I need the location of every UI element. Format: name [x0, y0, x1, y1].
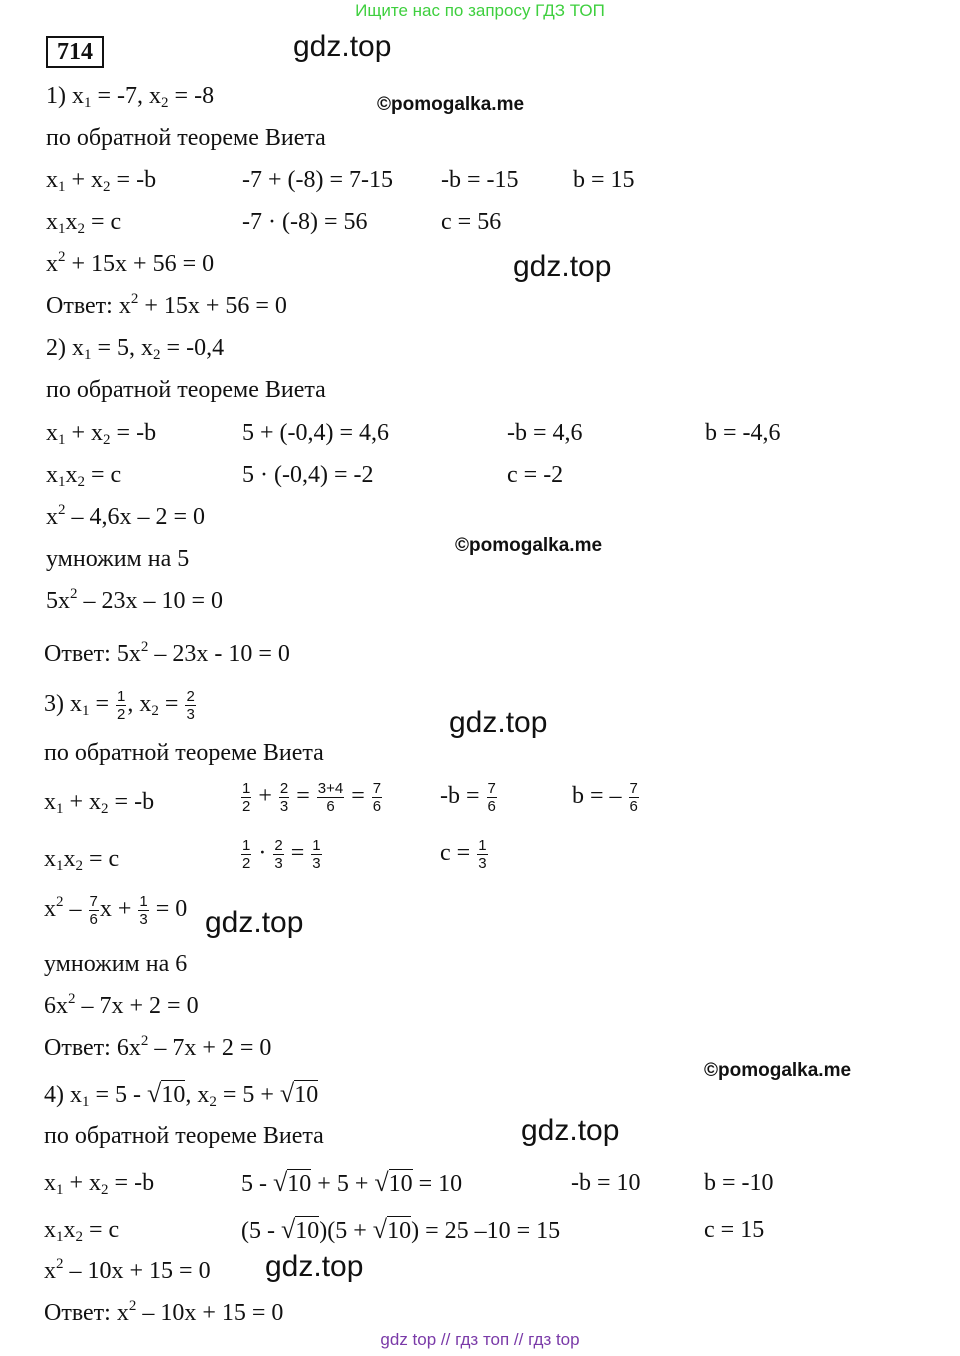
- sqrt: √10: [147, 1079, 186, 1108]
- part1-c: c = 56: [441, 209, 502, 235]
- watermark-gdz: gdz.top: [521, 1114, 620, 1147]
- watermark-pomogalka: ©pomogalka.me: [377, 94, 525, 115]
- part2-answer: Ответ: $5x^2 - 23x - 10 = 0$: [44, 639, 290, 667]
- part3-equation2: $6x^2 - 7x + 2 = 0$: [44, 991, 199, 1019]
- part4-vieta: по обратной теореме Виета: [44, 1123, 324, 1149]
- part3-neg-b: -b = $\frac{7}{6}$: [440, 780, 496, 815]
- part4-c: c = 15: [704, 1217, 765, 1243]
- part3-multiply: умножим на 6: [44, 951, 188, 977]
- part3-roots: 3) $x_1$ = $\frac{1}{2}$ , $x_2$ = $\frac{2}{3}$: [44, 688, 195, 723]
- part1-vieta: по обратной теореме Виета: [46, 125, 326, 151]
- fraction: $\frac{2}{3}$: [186, 688, 195, 723]
- watermark-gdz: gdz.top: [293, 30, 392, 63]
- part1-answer: Ответ: $x^2 + 15x + 56 = 0$: [46, 291, 287, 319]
- top-banner: Ищите нас по запросу ГДЗ ТОП: [355, 1, 605, 20]
- part3-answer: Ответ: $6x^2 - 7x + 2 = 0$: [44, 1033, 272, 1061]
- part2-equation: $x^2 - 4,6x - 2 = 0$: [46, 502, 206, 530]
- part2-prod-calc: 5 · (-0,4) = -2: [242, 462, 374, 488]
- part4-neg-b: -b = 10: [571, 1170, 641, 1196]
- part2-b: b = -4,6: [705, 420, 781, 446]
- part3-b: b = – $\frac{7}{6}$: [572, 780, 638, 815]
- watermark-gdz: gdz.top: [205, 906, 304, 939]
- part4-prod-calc: (5 - √10)(5 + √10) = 25 –10 = 15: [241, 1215, 561, 1244]
- watermark-gdz: gdz.top: [513, 250, 612, 283]
- part4-prod-formula: $x_1x_2 = c$: [44, 1217, 120, 1245]
- watermark-gdz: gdz.top: [265, 1250, 364, 1283]
- part2-prod-formula: $x_1x_2 = c$: [46, 462, 122, 490]
- part1-prod-calc: -7 · (-8) = 56: [242, 209, 368, 235]
- part3-c: c = $\frac{1}{3}$: [440, 837, 487, 872]
- part1-sum-calc: -7 + (-8) = 7-15: [242, 167, 394, 193]
- part2-sum-calc: 5 + (-0,4) = 4,6: [242, 420, 390, 446]
- part1-equation: $x^2 + 15x + 56 = 0$: [46, 249, 215, 277]
- part4-sum-formula: $x_1 + x_2 = -b$: [44, 1170, 155, 1198]
- sqrt: √10: [279, 1079, 319, 1108]
- part2-multiply: умножим на 5: [46, 546, 190, 572]
- part4-answer: Ответ: $x^2 - 10x + 15 = 0$: [44, 1298, 284, 1326]
- part1-sum-formula: $x_1 + x_2 = -b$: [46, 167, 157, 195]
- part2-vieta: по обратной теореме Виета: [46, 377, 326, 403]
- part4-equation: $x^2 - 10x + 15 = 0$: [44, 1256, 211, 1284]
- part3-equation: $x^2$ – $\frac{7}{6}$ x + $\frac{1}{3}$ = 0: [44, 893, 188, 928]
- part3-sum-formula: $x_1 + x_2 = -b$: [44, 789, 155, 817]
- part3-prod-calc: $\frac{1}{2}$ · $\frac{2}{3}$ = $\frac{1}{3}$: [242, 837, 321, 872]
- part2-neg-b: -b = 4,6: [507, 420, 583, 446]
- part3-prod-formula: $x_1x_2 = c$: [44, 846, 120, 874]
- part3-sum-calc: $\frac{1}{2}$ + $\frac{2}{3}$ = $\frac{3+4}{6}$ = $\frac{7}{6}$: [242, 780, 382, 815]
- part2-sum-formula: $x_1 + x_2 = -b$: [46, 420, 157, 448]
- task-number: 714: [46, 36, 104, 68]
- part4-roots: 4) $x_1 = 5 - √10$, $x_2 = 5 + √10$: [44, 1079, 319, 1110]
- part1-neg-b: -b = -15: [441, 167, 519, 193]
- part2-roots: 2) $x_1 = 5$, $x_2 = -0,4$: [46, 335, 225, 363]
- part3-vieta: по обратной теореме Виета: [44, 740, 324, 766]
- bottom-banner[interactable]: gdz top // гдз топ // гдз top: [380, 1330, 580, 1349]
- watermark-gdz: gdz.top: [449, 706, 548, 739]
- watermark-pomogalka: ©pomogalka.me: [455, 535, 603, 556]
- part4-sum-calc: 5 - √10 + 5 + √10 = 10: [241, 1168, 463, 1197]
- fraction: $\frac{1}{2}$: [117, 688, 126, 723]
- part1-prod-formula: $x_1x_2 = c$: [46, 209, 122, 237]
- part1-roots: 1) $x_1 = -7$, $x_2 = -8$: [46, 83, 215, 111]
- part2-equation2: $5x^2 - 23x - 10 = 0$: [46, 586, 224, 614]
- watermark-pomogalka: ©pomogalka.me: [704, 1060, 852, 1081]
- part2-c: c = -2: [507, 462, 564, 488]
- part1-b: b = 15: [573, 167, 635, 193]
- part4-b: b = -10: [704, 1170, 774, 1196]
